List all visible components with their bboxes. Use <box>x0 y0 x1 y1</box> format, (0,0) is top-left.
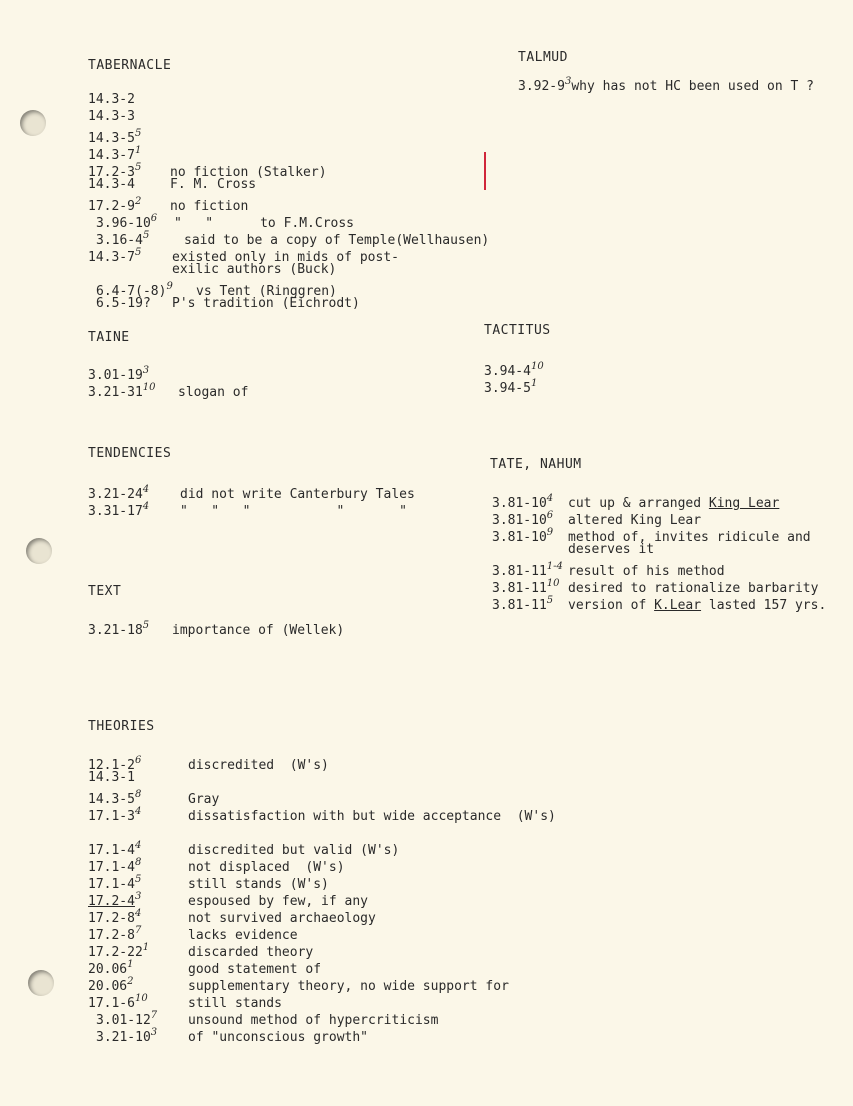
entry-ref: 17.1-6 <box>88 996 135 1011</box>
entry-ref: 17.2-3 <box>88 165 135 180</box>
heading-tabernacle: TABERNACLE <box>88 58 172 73</box>
entry-ref: 17.1-3 <box>88 809 135 824</box>
list-item <box>88 92 184 109</box>
entry-superscript: 3 <box>150 1027 158 1038</box>
entry-superscript: 7 <box>134 925 142 936</box>
list-item <box>88 177 256 194</box>
heading-theories: THEORIES <box>88 719 155 734</box>
punch-hole <box>20 110 46 136</box>
punch-hole <box>26 538 52 564</box>
entry-ref: 17.2-8 <box>88 928 135 943</box>
entry-note: did not write Canterbury Tales <box>180 487 415 502</box>
heading-talmud: TALMUD <box>518 50 568 65</box>
entry-superscript: 9 <box>546 527 554 538</box>
entry-note: P's tradition (Eichrodt) <box>172 296 360 311</box>
entry-note: not displaced (W's) <box>188 860 345 875</box>
entry-ref: 6.5-19? <box>96 296 151 311</box>
entry-superscript: 1 <box>530 378 538 389</box>
entry-note: still stands (W's) <box>188 877 329 892</box>
entry-ref: 3.81-11 <box>492 598 547 613</box>
entry-superscript: 1 <box>142 942 150 953</box>
entry-superscript: 7 <box>150 1010 158 1021</box>
entry-note: not survived archaeology <box>188 911 376 926</box>
entry-note: existed only in mids of post- <box>172 250 399 265</box>
entry-note: discarded theory <box>188 945 314 960</box>
entry-ref: 3.21-24 <box>88 487 143 502</box>
list-item <box>518 74 814 96</box>
entry-ref: 20.06 <box>88 979 128 994</box>
entry-note: F. M. Cross <box>170 177 257 192</box>
entry-ref: 6.4-7(-8) <box>96 284 167 299</box>
entry-note: cut up & arranged <box>568 496 709 511</box>
entry-superscript: 10 <box>546 578 560 589</box>
entry-note: no fiction <box>170 199 249 214</box>
entry-ref: 3.81-10 <box>492 513 547 528</box>
entry-superscript: 2 <box>127 976 134 987</box>
entry-note: result of his method <box>568 564 725 579</box>
entry-ref: 14.3-7 <box>88 148 135 163</box>
entry-superscript: 4 <box>142 484 150 495</box>
heading-tendencies: TENDENCIES <box>88 446 172 461</box>
entry-note: slogan of <box>178 385 249 400</box>
entry-superscript: 5 <box>134 162 142 173</box>
entry-note: exilic authors (Buck) <box>172 262 337 277</box>
list-item <box>88 618 344 640</box>
entry-superscript: 2 <box>134 196 142 207</box>
entry-superscript: 3 <box>134 891 142 902</box>
entry-note: why has not HC been used on T ? <box>571 79 814 94</box>
entry-superscript: 1-4 <box>546 561 563 572</box>
entry-ref: 3.01-19 <box>88 368 143 383</box>
entry-superscript: 6 <box>546 510 554 521</box>
entry-ref: 3.94-5 <box>484 381 531 396</box>
entry-superscript: 1 <box>134 145 142 156</box>
entry-title-underlined: K.Lear <box>654 598 702 613</box>
entry-superscript: 4 <box>142 501 150 512</box>
entry-superscript: 4 <box>134 840 142 851</box>
entry-note: of "unconscious growth" <box>188 1030 369 1045</box>
red-margin-mark <box>484 152 486 190</box>
entry-ref: 14.3-5 <box>88 131 135 146</box>
entry-note: vs Tent (Ringgren) <box>196 284 337 299</box>
entry-ref: 17.2-4 <box>88 894 135 909</box>
entry-ref: 3.94-4 <box>484 364 531 379</box>
entry-superscript: 5 <box>142 620 150 631</box>
heading-taine: TAINE <box>88 330 130 345</box>
entry-ref: 3.81-11 <box>492 564 547 579</box>
entry-ref: 17.1-4 <box>88 877 135 892</box>
list-item <box>492 593 826 615</box>
entry-ref: 14.3-2 <box>88 92 135 107</box>
list-item <box>568 542 654 559</box>
entry-superscript: 5 <box>134 874 142 885</box>
entry-ref: 3.92-9 <box>518 79 565 94</box>
entry-ref: 3.31-17 <box>88 504 143 519</box>
entry-ref: 3.01-12 <box>96 1013 151 1028</box>
list-item <box>96 1025 368 1047</box>
entry-note: still stands <box>188 996 282 1011</box>
list-item <box>88 499 407 521</box>
entry-ref: 17.1-4 <box>88 843 135 858</box>
list-item <box>96 296 360 313</box>
entry-superscript: 5 <box>142 230 150 241</box>
entry-note: importance of (Wellek) <box>172 623 345 638</box>
entry-superscript: 6 <box>134 755 142 766</box>
punch-hole <box>28 970 54 996</box>
entry-ref: 14.3-3 <box>88 109 135 124</box>
entry-note: espoused by few, if any <box>188 894 369 909</box>
entry-note: altered King Lear <box>568 513 702 528</box>
entry-superscript: 10 <box>530 361 544 372</box>
entry-note: discredited (W's) <box>188 758 329 773</box>
entry-note: method of, invites ridicule and <box>568 530 811 545</box>
entry-superscript: 10 <box>134 993 148 1004</box>
list-item <box>88 109 184 126</box>
entry-superscript: 4 <box>134 908 142 919</box>
entry-ref: 3.21-10 <box>96 1030 151 1045</box>
entry-note: supplementary theory, no wide support for <box>188 979 509 994</box>
entry-ref: 3.96-10 <box>96 216 151 231</box>
entry-ref: 3.81-10 <box>492 496 547 511</box>
entry-ref: 3.21-31 <box>88 385 143 400</box>
entry-ref: 14.3-7 <box>88 250 135 265</box>
entry-ref: 3.16-4 <box>96 233 143 248</box>
entry-superscript: 1 <box>127 959 134 970</box>
entry-ref: 3.21-18 <box>88 623 143 638</box>
entry-note: discredited but valid (W's) <box>188 843 400 858</box>
entry-superscript: 9 <box>166 281 173 292</box>
entry-note: good statement of <box>188 962 322 977</box>
entry-superscript: 4 <box>546 493 554 504</box>
entry-ref: 14.3-4 <box>88 177 135 192</box>
entry-superscript: 8 <box>134 857 142 868</box>
entry-superscript: 8 <box>134 789 142 800</box>
entry-ref: 14.3-1 <box>88 770 135 785</box>
entry-title-underlined: King Lear <box>708 496 780 511</box>
entry-note: dissatisfaction with but wide acceptance (W's) <box>188 809 556 824</box>
list-item <box>172 262 336 279</box>
entry-superscript: 10 <box>142 382 156 393</box>
entry-note-tail: lasted 157 yrs. <box>701 598 827 613</box>
entry-note: deserves it <box>568 542 655 557</box>
entry-note: unsound method of hypercriticism <box>188 1013 439 1028</box>
entry-ref: 20.06 <box>88 962 128 977</box>
list-item <box>484 376 537 398</box>
entry-note: version of <box>568 598 655 613</box>
entry-superscript: 6 <box>150 213 158 224</box>
entry-ref: 17.2-22 <box>88 945 143 960</box>
entry-ref: 17.2-9 <box>88 199 135 214</box>
heading-text: TEXT <box>88 584 122 599</box>
entry-note: Gray <box>188 792 220 807</box>
entry-ref: 17.2-8 <box>88 911 135 926</box>
entry-note: desired to rationalize barbarity <box>568 581 819 596</box>
entry-ref: 3.81-11 <box>492 581 547 596</box>
entry-note: said to be a copy of Temple(Wellhausen) <box>184 233 490 248</box>
entry-superscript: 4 <box>134 806 142 817</box>
entry-ref: 14.3-5 <box>88 792 135 807</box>
entry-ref: 12.1-2 <box>88 758 135 773</box>
entry-superscript: 5 <box>546 595 554 606</box>
list-item <box>88 770 188 787</box>
entry-note: lacks evidence <box>188 928 298 943</box>
entry-note: no fiction (Stalker) <box>170 165 327 180</box>
entry-superscript: 5 <box>134 247 142 258</box>
entry-superscript: 3 <box>142 365 150 376</box>
heading-tacitus: TACTITUS <box>484 323 551 338</box>
entry-ref: 17.1-4 <box>88 860 135 875</box>
entry-superscript: 3 <box>564 76 572 87</box>
heading-tate-nahum: TATE, NAHUM <box>490 457 582 472</box>
list-item <box>88 380 248 402</box>
entry-superscript: 5 <box>134 128 142 139</box>
entry-note: " " to F.M.Cross <box>174 216 355 231</box>
list-item <box>88 804 556 826</box>
entry-note: " " " " " <box>180 504 407 519</box>
entry-ref: 3.81-10 <box>492 530 547 545</box>
